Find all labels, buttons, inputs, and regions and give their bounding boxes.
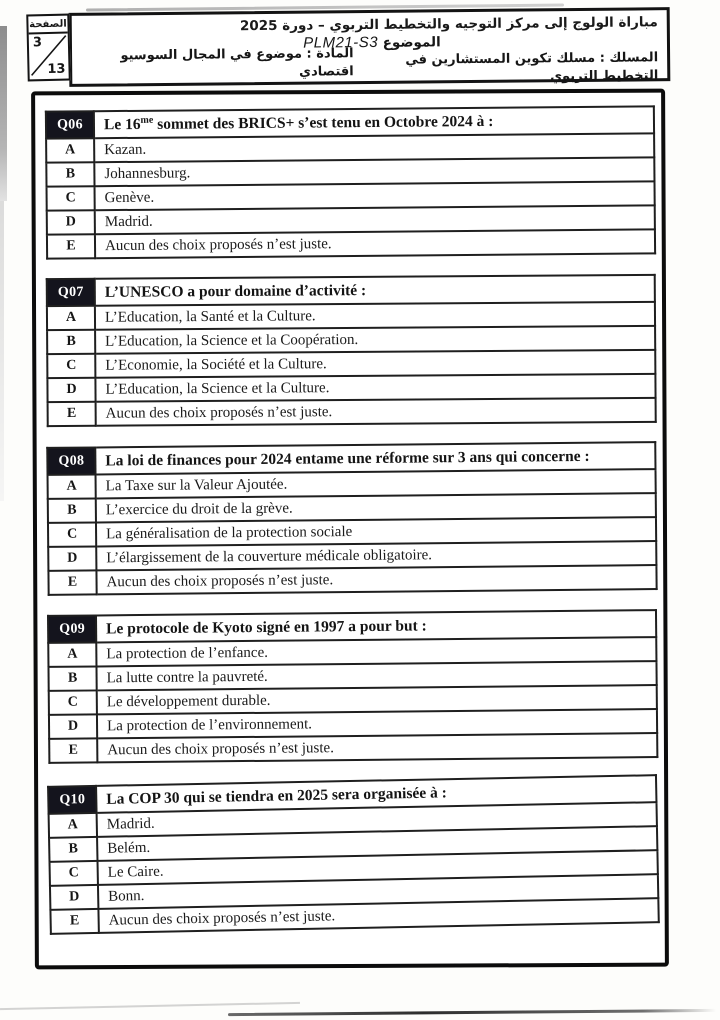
option-text: Aucun des choix proposés n’est juste. — [96, 565, 656, 594]
question-text-sup: me — [140, 114, 154, 126]
question-id-badge: Q09 — [48, 615, 96, 642]
question-text — [95, 275, 655, 306]
option-text: Madrid. — [97, 802, 657, 837]
option-letter: B — [49, 837, 97, 862]
option-letter: D — [50, 885, 98, 910]
option-letter: C — [50, 861, 98, 886]
subject-word: الموضوع — [382, 34, 441, 51]
option-letter: B — [46, 162, 94, 186]
question-table-q06 — [45, 105, 656, 259]
option-text: La généralisation de la protection sociale — [96, 517, 656, 546]
page-total: 13 — [47, 61, 66, 78]
option-text: Belém. — [97, 826, 657, 861]
option-text: L’Education, la Science et la Coopération. — [95, 326, 655, 354]
option-text: Aucun des choix proposés n’est juste. — [95, 229, 655, 258]
exam-header-box — [69, 7, 671, 87]
scan-bottom-left-artifact — [0, 1002, 300, 1010]
exam-title: مباراة الولوج إلى مركز التوجيه والتخطيط التربوي – دورة 2025 — [239, 14, 658, 35]
question-id-badge: Q10 — [48, 786, 97, 814]
option-letter: A — [48, 642, 96, 666]
track-label: المسلك : مسلك تكوين المستشارين في التخطيط التربوي — [405, 50, 659, 85]
option-letter: E — [48, 402, 96, 426]
option-letter: B — [47, 330, 95, 354]
option-letter: A — [49, 813, 97, 838]
option-row — [48, 398, 656, 426]
option-row — [48, 565, 656, 595]
option-text: Genève. — [95, 181, 655, 210]
option-text: Le Caire. — [97, 850, 657, 885]
option-text: L’Education, la Santé et la Culture. — [95, 302, 655, 330]
option-text: L’Education, la Science et la Culture. — [95, 374, 655, 402]
option-text: La lutte contre la pauvreté. — [96, 661, 656, 690]
question-table-q09 — [47, 609, 658, 764]
option-row — [49, 733, 657, 763]
scan-left-edge-artifact-faint — [0, 201, 4, 501]
option-letter: E — [48, 570, 96, 594]
question-id-badge: Q08 — [47, 447, 95, 474]
page-fraction — [29, 34, 69, 78]
option-letter: E — [49, 738, 97, 762]
option-letter: C — [49, 690, 97, 714]
option-text: Aucun des choix proposés n’est juste. — [96, 398, 656, 426]
question-text-part: Le 16 — [103, 115, 141, 134]
option-text: Aucun des choix proposés n’est juste. — [98, 898, 658, 933]
question-table-q10 — [47, 774, 660, 935]
option-text: Aucun des choix proposés n’est juste. — [97, 733, 657, 762]
question-header-row — [47, 275, 655, 306]
option-text: Bonn. — [98, 874, 658, 909]
option-letter: A — [47, 306, 95, 330]
option-letter: D — [47, 378, 95, 402]
option-letter: D — [47, 210, 95, 234]
page-label: الصفحة — [28, 16, 67, 35]
question-id-badge: Q06 — [46, 111, 94, 138]
option-text: La Taxe sur la Valeur Ajoutée. — [96, 469, 656, 498]
option-letter: A — [48, 474, 96, 498]
question-table-q07 — [46, 274, 657, 427]
option-letter: B — [48, 498, 96, 522]
question-id-badge: Q07 — [47, 279, 95, 306]
scan-bottom-edge-artifact — [228, 1009, 716, 1016]
option-text: L’exercice du droit de la grève. — [96, 493, 656, 522]
option-letter: B — [48, 666, 96, 690]
question-text-part: Le protocole de Kyoto signé en 1997 a pour but : — [106, 617, 427, 638]
option-text: Madrid. — [95, 205, 655, 234]
option-letter: C — [47, 354, 95, 378]
exam-meta-line — [80, 46, 659, 91]
question-text-part: sommet des BRICS+ s’est tenu en Octobre 2024 à : — [153, 112, 494, 133]
question-table-q08 — [46, 441, 657, 596]
page-current: 3 — [32, 35, 43, 51]
option-letter: C — [48, 522, 96, 546]
option-letter: D — [48, 546, 96, 570]
page-number-box — [26, 14, 71, 82]
question-text-part: La COP 30 qui se tiendra en 2025 sera organisée à : — [106, 784, 447, 808]
option-text: L’élargissement de la couverture médicale obligatoire. — [96, 541, 656, 570]
matiere-label: المادة : موضوع في المجال السوسيو اقتصادي — [120, 46, 354, 80]
exam-code: PLM21-S3 — [303, 33, 379, 52]
option-text: La protection de l’enfance. — [96, 637, 656, 666]
option-text: L’Economie, la Société et la Culture. — [95, 350, 655, 378]
option-text: La protection de l’environnement. — [97, 709, 657, 738]
option-text: Kazan. — [94, 133, 654, 162]
option-letter: A — [46, 138, 94, 162]
option-text: Le développement durable. — [97, 685, 657, 714]
questions-container — [31, 89, 669, 970]
scan-left-edge-artifact — [0, 26, 7, 201]
question-text-part: La loi de finances pour 2024 entame une réforme sur 3 ans qui concerne : — [105, 447, 590, 470]
option-text: Johannesburg. — [94, 157, 654, 186]
option-row — [47, 229, 655, 258]
option-letter: C — [47, 186, 95, 210]
option-letter: E — [47, 234, 95, 258]
option-letter: D — [49, 714, 97, 738]
question-text-part: L’UNESCO a pour domaine d’activité : — [104, 281, 367, 301]
option-letter: E — [50, 909, 98, 934]
